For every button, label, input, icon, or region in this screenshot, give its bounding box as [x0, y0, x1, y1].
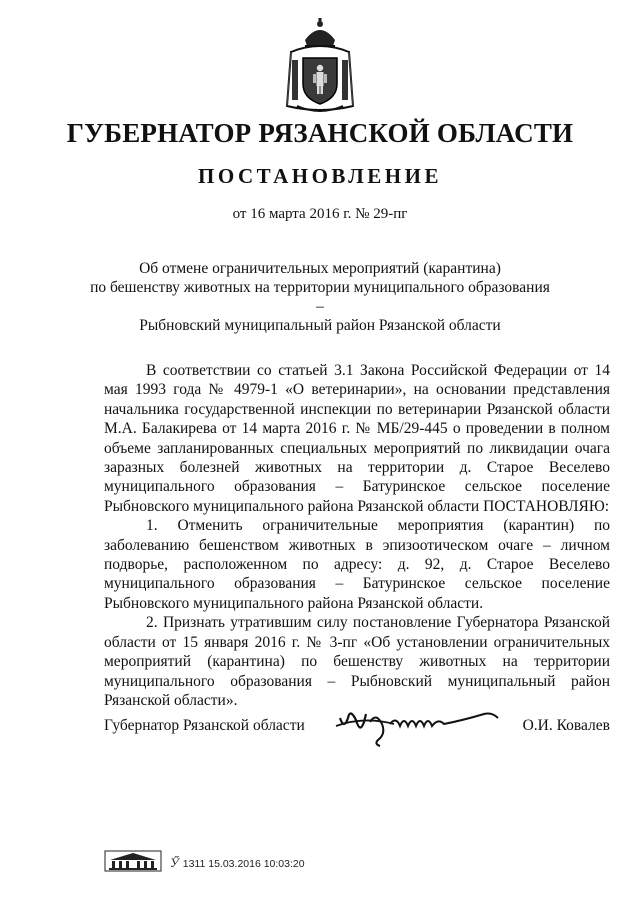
body-paragraph-item-1: 1. Отменить ограничительные мероприятия (карантин) по заболеванию бешенством животных в эпизоотическом очаге – личном подворье, расположенном по адресу: д. 92, д. Старое Веселево муниципального образования – Батуринское сельское поселение Рыбновского муниципального района Рязанской области. — [104, 517, 610, 612]
subject-line: Об отмене ограничительных мероприятий (карантина) — [139, 260, 501, 277]
body-paragraph-item-2: 2. Признать утратившим силу постановление Губернатора Рязанской области от 15 января 2016 г. № 3-пг «Об установлении ограничительных мероприятий (карантина) по бешенству животных на территории муниципального образования – Рыбновский муниципальный район Рязанской области». — [104, 614, 610, 709]
document-date-number: от 16 марта 2016 г. № 29-пг — [232, 206, 408, 222]
registration-stamp — [170, 855, 305, 871]
body-paragraph-preamble: В соответствии со статьей 3.1 Закона Российской Федерации от 14 мая 1993 года № 4979-1 «О ветеринарии», на основании представления начальника государственной инспекции по ветеринарии Рязанской области М.А. Балакирева от 14 марта 2016 г. № МБ/29-445 о проведении в полном объеме запланированных специальных мероприятий по ликвидации очага заразных болезней животных на территории д. Старое Веселево муниципального образования – Батуринское сельское поселение Рыбновского муниципального района Рязанской области ПОСТАНОВЛЯЮ: — [104, 362, 610, 515]
subject-line: Рыбновский муниципальный район Рязанской области — [139, 317, 501, 334]
document-body — [104, 361, 610, 710]
registration-number-datetime: 1311 15.03.2016 10:03:20 — [182, 858, 305, 870]
signatory-name: О.И. Ковалев — [522, 717, 610, 734]
handwritten-signature — [334, 700, 504, 748]
issuer-title: ГУБЕРНАТОР РЯЗАНСКОЙ ОБЛАСТИ — [66, 118, 574, 148]
subject-line: по бешенству животных на территории муниципального образования – — [90, 279, 550, 315]
registry-building-icon — [104, 850, 162, 872]
document-subject — [90, 259, 550, 335]
registration-mark: Ӳ — [170, 855, 179, 870]
document-type: ПОСТАНОВЛЕНИЕ — [198, 164, 442, 188]
signatory-position: Губернатор Рязанской области — [104, 717, 305, 734]
coat-of-arms-icon — [283, 18, 357, 116]
